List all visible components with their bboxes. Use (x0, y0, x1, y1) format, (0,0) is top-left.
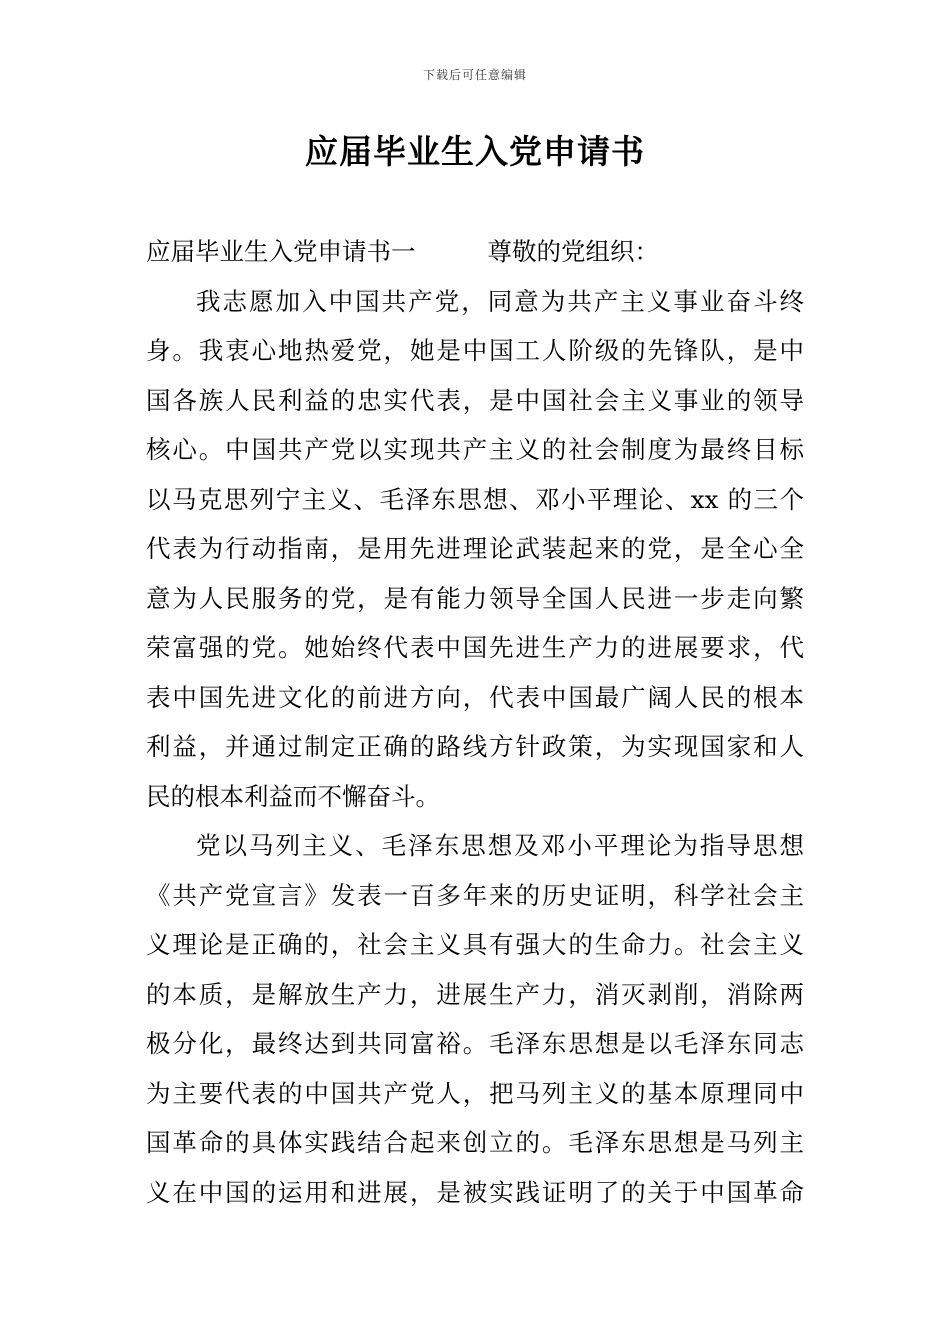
paragraph-line: 民的根本利益而不懈奋斗。 (146, 781, 440, 811)
paragraph-line: 荣富强的党。她始终代表中国先进生产力的进展要求，代 (146, 633, 804, 662)
paragraph-line: 国各族人民利益的忠实代表，是中国社会主义事业的领导 (146, 385, 804, 415)
paragraph-1 (146, 277, 804, 822)
salutation-prefix: 应届毕业生入党申请书一 (146, 237, 416, 266)
paragraph-2 (146, 821, 804, 1217)
paragraph-line: 意为人民服务的党，是有能力领导全国人民进一步走向繁 (146, 583, 804, 613)
paragraph-line: 我志愿加入中国共产党，同意为共产主义事业奋斗终 (196, 286, 804, 316)
paragraph-line: 以马克思列宁主义、毛泽东思想、邓小平理论、xx 的三个 (146, 484, 804, 514)
paragraph-line: 极分化，最终达到共同富裕。毛泽东思想是以毛泽东同志 (146, 1029, 804, 1058)
paragraph-line: 代表为行动指南，是用先进理论武装起来的党，是全心全 (146, 534, 804, 563)
page-header-note: 下载后可任意编辑 (422, 68, 527, 82)
paragraph-line: 为主要代表的中国共产党人，把马列主义的基本原理同中 (146, 1078, 804, 1108)
paragraph-line: 利益，并通过制定正确的路线方针政策，为实现国家和人 (146, 732, 804, 761)
paragraph-line: 的本质，是解放生产力，进展生产力，消灭剥削，消除两 (146, 979, 804, 1009)
paragraph-line: 党以马列主义、毛泽东思想及邓小平理论为指导思想 (196, 831, 804, 860)
paragraph-line: 《共产党宣言》发表一百多年来的历史证明，科学社会主 (146, 880, 804, 910)
paragraph-line: 核心。中国共产党以实现共产主义的社会制度为最终目标 (146, 435, 804, 464)
paragraph-line: 表中国先进文化的前进方向，代表中国最广阔人民的根本 (146, 682, 804, 712)
paragraph-line: 义理论是正确的，社会主义具有强大的生命力。社会主义 (146, 930, 804, 959)
paragraph-line: 身。我衷心地热爱党，她是中国工人阶级的先锋队，是中 (146, 336, 804, 365)
paragraph-line: 国革命的具体实践结合起来创立的。毛泽东思想是马列主 (146, 1128, 804, 1157)
salutation-line (146, 227, 804, 277)
document-body (146, 227, 804, 1217)
paragraph-line: 义在中国的运用和进展，是被实践证明了的关于中国革命 (146, 1177, 804, 1207)
document-title: 应届毕业生入党申请书 (305, 132, 645, 171)
salutation-greeting: 尊敬的党组织： (487, 237, 659, 266)
